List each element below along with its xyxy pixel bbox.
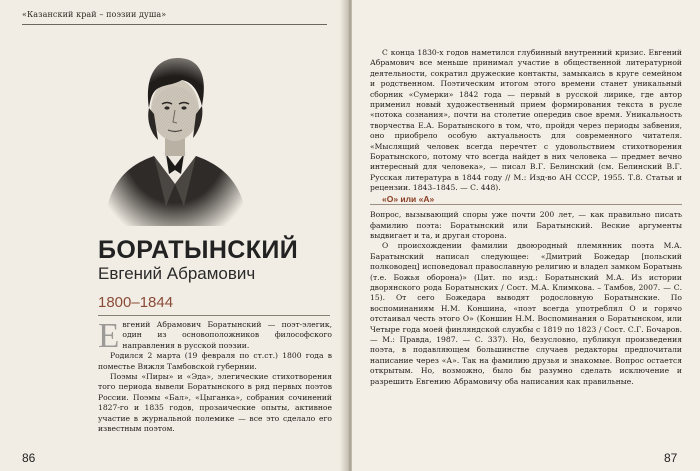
life-dates: 1800–1844 xyxy=(98,294,174,311)
dates-rule xyxy=(98,315,330,316)
poet-name-subtitle: Евгений Абрамович xyxy=(98,264,256,283)
paragraph: Вопрос, вызывающий споры уже почти 200 лет, — как правильно писать фамилию поэта: Боратынский или Баратынский. Веские аргументы выдвигает и та, и другая сторона. xyxy=(370,210,682,240)
running-head: «Казанский край – поэзии душа» xyxy=(22,10,167,19)
intro-paragraph xyxy=(98,316,332,355)
running-head-rule xyxy=(22,24,327,25)
page-number-left: 86 xyxy=(22,451,36,465)
drop-cap: Е xyxy=(98,316,120,355)
paragraph: О происхождении фамилии двоюродный племянник поэта М.А. Баратынский написал следующее: «Дмитрий Божедар [польский полководец] исповедовал православную религию и владел замком Боратынь (т.е. Божья оборона)» (Цит. по изд.: Боратынский М.А. Из истории дворянского рода Боратынских / Сост. М.А. Климкова. – Тамбов, 2007. — С. 15). От сего Божедара выводят родословную Боратынские. По воспоминаниям Н.М. Коншина, «поэт всегда употреблял О и горячо отстаивал честь этого О» (Коншин Н.М. Воспоминания о Боратынском, или Четыре года моей финляндской службы с 1819 по 1823 / Сост. С.Г. Бочаров. — М.: Правда, 1987. — С. 337). Но, безусловно, публикуя произведения поэта, в подавляющем большинстве случаев редакторы предпочитали написание через «А». Так на фамилию друзья и знакомые. Вопрос остается открытым. Но, возможно, было бы разумно сделать исключение и разрешить Евгению Абрамовичу оба написания как правильные. xyxy=(370,241,682,386)
biography-text xyxy=(98,316,332,434)
section-rule xyxy=(370,204,682,205)
essay-text xyxy=(370,48,682,387)
portrait-engraving xyxy=(96,34,254,226)
page-number-right: 87 xyxy=(664,451,678,465)
paragraph-text: вгений Абрамович Боратынский — поэт-элегик, один из основоположников философского направления в русской поэзии. xyxy=(122,320,332,350)
paragraph: Родился 2 марта (19 февраля по ст.ст.) 1800 года в поместье Вяжля Тамбовской губернии. xyxy=(98,351,332,371)
poet-surname-title: БОРАТЫНСКИЙ xyxy=(98,236,299,264)
section-heading: «О» или «А» xyxy=(382,193,435,204)
paragraph: Поэмы «Пиры» и «Эда», элегические стихотворения того периода вывели Боратынского в ряд первых поэтов России. Поэмы «Бал», «Цыганка», собрания сочинений 1827-го и 1835 годов, прозаические опыты, активное участие в журнальной полемике — все это сделало его известным поэтом. xyxy=(98,372,332,434)
left-page xyxy=(0,0,348,471)
right-page xyxy=(352,0,700,471)
paragraph: С конца 1830-х годов наметился глубинный внутренний кризис. Евгений Абрамович все меньше принимал участие в общественной литературной деятельности, сократил дружеские контакты, замыкаясь в круге семейном и родственном. Поэтическим итогом этого времени станет уникальный сборник «Сумерки» 1842 года — первый в русской лирике, где автор применил новый художественный прием формирования текста в русле «потока сознания», почти на столетие опередив свое время. Уникальность творчества Е.А. Боратынского в том, что, пройдя через периоды забвения, оно приобрело особую актуальность для современного читателя. «Мыслящий человек всегда перечтет с удовольствием стихотворения Боратынского, потому что всегда найдет в них человека — предмет вечно интересный для человека», — писал В.Г. Белинский (см. Белинский В.Г. Русская литература в 1844 году // М.: Изд-во АН СССР, 1955. Т.8. Статьи и рецензии. 1843–1845. — С. 448). xyxy=(370,48,682,193)
